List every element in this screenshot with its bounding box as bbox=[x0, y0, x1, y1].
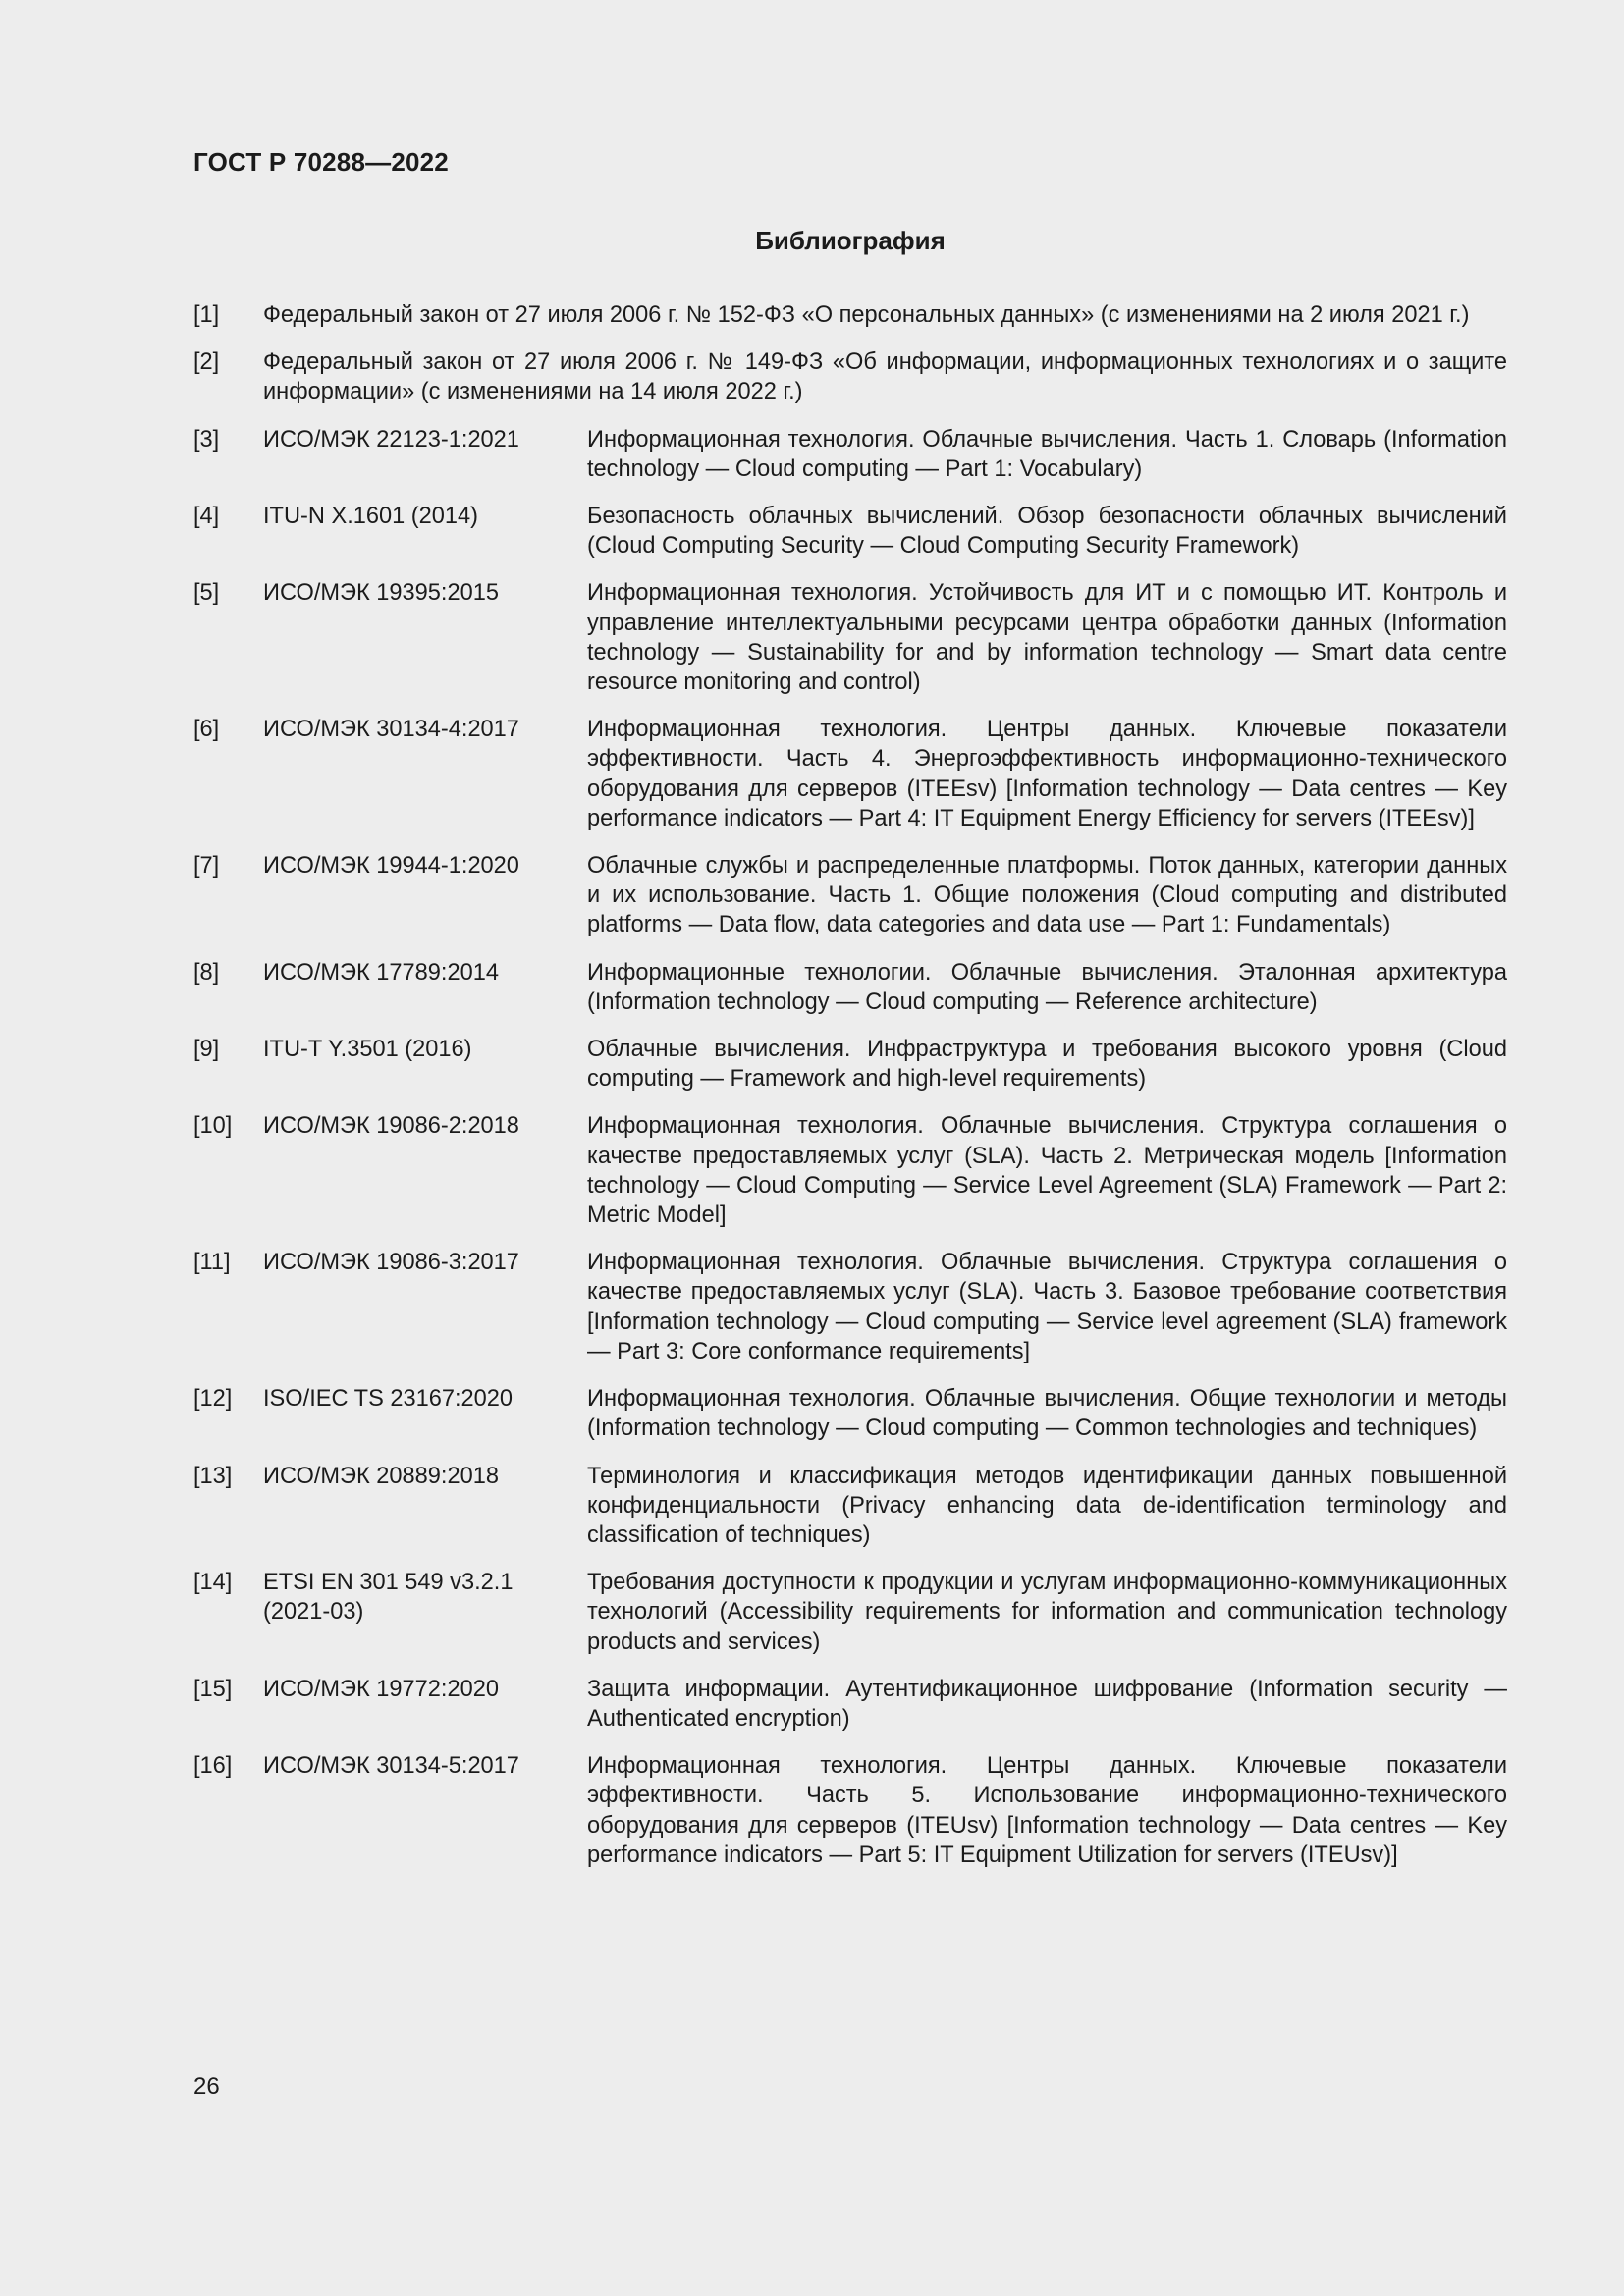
entry-text: Информационная технология. Облачные вычисления. Структура соглашения о качестве предоставляемых услуг (SLA). Часть 2. Метрическая модель [Information technology — Cloud Computing — Service Level Agreement (SLA) Framework — Part 2: Metric Model] bbox=[587, 1113, 1507, 1229]
entry-number: [4] bbox=[193, 504, 220, 530]
entry-text: Информационная технология. Центры данных. Ключевые показатели эффективности. Часть 4. Энергоэффективность информационно-технического оборудования для серверов (ITEEsv) [Information technology — Data centres — Key performance indicators — Part 4: IT Equipment Energy Efficiency for servers (ITEEsv)] bbox=[587, 717, 1507, 831]
bibliography-entry bbox=[193, 1675, 1507, 1734]
bibliography-entry bbox=[193, 502, 1507, 561]
entry-number: [5] bbox=[193, 580, 220, 607]
entry-text: Терминология и классификация методов идентификации данных повышенной конфиденциальности (Privacy enhancing data de-identification terminology and classification of techniques) bbox=[587, 1463, 1507, 1548]
entry-text: Федеральный закон от 27 июля 2006 г. № 149-ФЗ «Об информации, информационных технологиях и о защите информации» (с изменениями на 14 июля 2022 г.) bbox=[263, 349, 1507, 405]
bibliography-entry bbox=[193, 1384, 1507, 1443]
entry-text: Облачные службы и распределенные платформы. Поток данных, категории данных и их использование. Часть 1. Общие положения (Cloud computing and distributed platforms — Data flow, data categories and data use — Part 1: Fundamentals) bbox=[587, 853, 1507, 938]
entry-text: Информационная технология. Центры данных. Ключевые показатели эффективности. Часть 5. Использование информационно-технического оборудования для серверов (ITEUsv) [Information technology — Data centres — Key performance indicators — Part 5: IT Equipment Utilization for servers (ITEUsv)] bbox=[587, 1753, 1507, 1868]
entry-number: [6] bbox=[193, 717, 220, 743]
bibliography-entry bbox=[193, 347, 1507, 406]
bibliography-entry bbox=[193, 1751, 1507, 1870]
entry-standard: ITU-T Y.3501 (2016) bbox=[263, 1037, 472, 1063]
entry-text: Информационные технологии. Облачные вычисления. Эталонная архитектура (Information technology — Cloud computing — Reference architecture) bbox=[587, 959, 1507, 1015]
entry-text: Федеральный закон от 27 июля 2006 г. № 152-ФЗ «О персональных данных» (с изменениями на 2 июля 2021 г.) bbox=[263, 302, 1470, 328]
document-code: ГОСТ Р 70288—2022 bbox=[193, 147, 449, 177]
entry-text: Информационная технология. Облачные вычисления. Часть 1. Словарь (Information technology — Cloud computing — Part 1: Vocabulary) bbox=[587, 426, 1507, 482]
entry-text: Требования доступности к продукции и услугам информационно-коммуникационных технологий (Accessibility requirements for information and communication technology products and services) bbox=[587, 1570, 1507, 1655]
entry-standard: ИСО/МЭК 17789:2014 bbox=[263, 959, 499, 986]
entry-standard: ИСО/МЭК 20889:2018 bbox=[263, 1463, 499, 1489]
entry-number: [12] bbox=[193, 1386, 233, 1413]
entry-standard: ИСО/МЭК 19772:2020 bbox=[263, 1676, 499, 1702]
entry-standard: ИСО/МЭК 19086-2:2018 bbox=[263, 1113, 519, 1140]
entry-number: [3] bbox=[193, 426, 220, 453]
entry-standard: ИСО/МЭК 19086-3:2017 bbox=[263, 1250, 519, 1276]
entry-number: [15] bbox=[193, 1676, 233, 1702]
bibliography-entry bbox=[193, 1035, 1507, 1094]
bibliography-entry bbox=[193, 425, 1507, 484]
bibliography-list bbox=[193, 300, 1507, 1888]
entry-number: [1] bbox=[193, 302, 220, 328]
entry-number: [2] bbox=[193, 349, 220, 376]
entry-standard: ИСО/МЭК 22123-1:2021 bbox=[263, 426, 519, 453]
bibliography-entry bbox=[193, 1568, 1507, 1657]
entry-standard: ETSI EN 301 549 v3.2.1 (2021-03) bbox=[263, 1570, 514, 1626]
entry-number: [9] bbox=[193, 1037, 220, 1063]
entry-text: Облачные вычисления. Инфраструктура и требования высокого уровня (Cloud computing — Framework and high-level requirements) bbox=[587, 1037, 1507, 1093]
entry-standard: ISO/IEC TS 23167:2020 bbox=[263, 1386, 514, 1413]
page-number: 26 bbox=[193, 2073, 220, 2100]
section-title: Библиография bbox=[755, 226, 946, 255]
entry-text: Информационная технология. Устойчивость для ИТ и с помощью ИТ. Контроль и управление интеллектуальными ресурсами центра обработки данных (Information technology — Sustainability for and by information technology — Smart data centre resource monitoring and control) bbox=[587, 580, 1507, 696]
bibliography-entry bbox=[193, 715, 1507, 833]
entry-number: [10] bbox=[193, 1113, 233, 1140]
bibliography-entry bbox=[193, 1462, 1507, 1551]
entry-standard: ИСО/МЭК 19395:2015 bbox=[263, 580, 499, 607]
entry-standard: ИСО/МЭК 30134-4:2017 bbox=[263, 717, 519, 743]
bibliography-entry bbox=[193, 851, 1507, 940]
entry-text: Безопасность облачных вычислений. Обзор безопасности облачных вычислений (Cloud Computing Security — Cloud Computing Security Framework) bbox=[587, 504, 1507, 560]
entry-text: Информационная технология. Облачные вычисления. Общие технологии и методы (Information technology — Cloud computing — Common technologies and techniques) bbox=[587, 1386, 1507, 1442]
entry-number: [7] bbox=[193, 853, 220, 880]
entry-number: [14] bbox=[193, 1570, 233, 1596]
entry-standard: ИСО/МЭК 30134-5:2017 bbox=[263, 1753, 519, 1780]
entry-text: Защита информации. Аутентификационное шифрование (Information security — Authenticated encryption) bbox=[587, 1676, 1507, 1732]
bibliography-entry bbox=[193, 1111, 1507, 1230]
entry-number: [16] bbox=[193, 1753, 233, 1780]
entry-standard: ИСО/МЭК 19944-1:2020 bbox=[263, 853, 519, 880]
entry-number: [11] bbox=[193, 1250, 231, 1276]
bibliography-entry bbox=[193, 1248, 1507, 1366]
bibliography-entry bbox=[193, 300, 1507, 330]
bibliography-entry bbox=[193, 578, 1507, 697]
entry-standard: ITU-N X.1601 (2014) bbox=[263, 504, 478, 530]
entry-number: [13] bbox=[193, 1463, 233, 1489]
entry-text: Информационная технология. Облачные вычисления. Структура соглашения о качестве предоставляемых услуг (SLA). Часть 3. Базовое требование соответствия [Information technology — Cloud computing — Service level agreement (SLA) framework — Part 3: Core conformance requirements] bbox=[587, 1250, 1507, 1364]
bibliography-entry bbox=[193, 958, 1507, 1017]
entry-number: [8] bbox=[193, 959, 220, 986]
